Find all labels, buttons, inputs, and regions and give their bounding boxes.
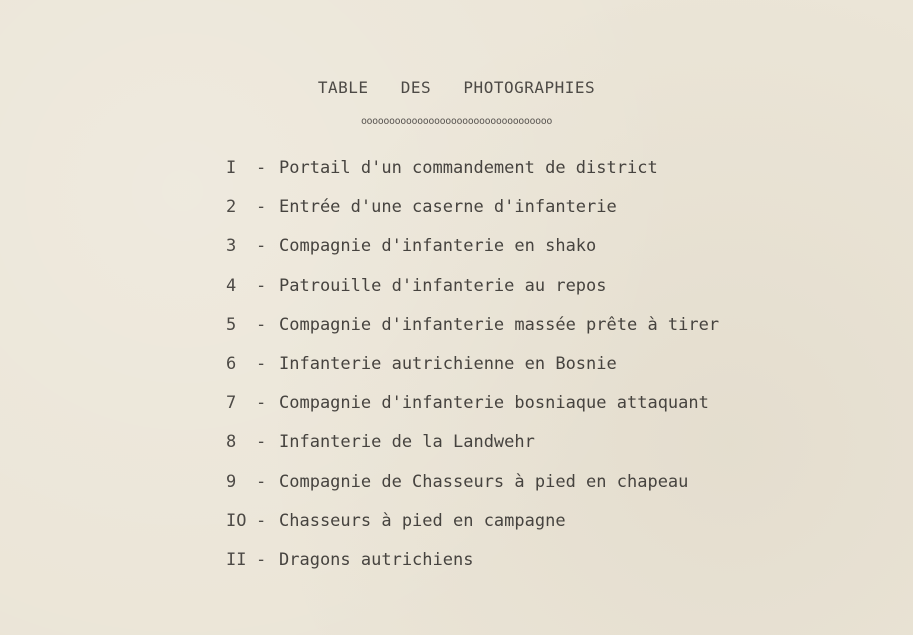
entry-text: Chasseurs à pied en campagne: [279, 510, 566, 531]
entry-dash: -: [256, 158, 267, 178]
entry-text: Dragons autrichiens: [279, 549, 474, 570]
list-item: [0, 468, 913, 507]
entry-dash: -: [256, 432, 267, 453]
entry-text: Compagnie d'infanterie en shako: [279, 236, 597, 257]
entry-dash: -: [256, 549, 267, 570]
entry-dash: -: [256, 393, 267, 414]
page-title: TABLE DES PHOTOGRAPHIES: [317, 78, 596, 97]
entry-number: 2: [226, 197, 237, 218]
list-item: [0, 350, 913, 389]
entry-dash: -: [256, 236, 267, 257]
entry-text: Compagnie d'infanterie bosniaque attaquant: [279, 393, 709, 414]
entry-dash: -: [256, 471, 267, 492]
entry-text: Infanterie de la Landwehr: [279, 432, 535, 453]
entry-number: 5: [226, 314, 237, 335]
list-item: [0, 193, 913, 232]
entry-number: 9: [226, 471, 237, 492]
entry-number: 6: [226, 353, 237, 374]
photo-list: [0, 154, 913, 585]
entry-text: Portail d'un commandement de district: [279, 158, 658, 178]
entry-text: Infanterie autrichienne en Bosnie: [279, 353, 617, 374]
entry-text: Compagnie d'infanterie massée prête à tirer: [279, 314, 720, 335]
entry-dash: -: [256, 275, 267, 296]
list-item: [0, 272, 913, 311]
list-item: [0, 389, 913, 428]
entry-dash: -: [256, 314, 267, 335]
entry-number: II: [226, 549, 247, 570]
entry-dash: -: [256, 197, 267, 218]
list-item: [0, 546, 913, 585]
entry-text: Compagnie de Chasseurs à pied en chapeau: [279, 471, 689, 492]
entry-number: 3: [226, 236, 237, 257]
entry-number: IO: [226, 510, 247, 531]
entry-number: 8: [226, 432, 237, 453]
list-item: [0, 154, 913, 193]
list-item: [0, 232, 913, 271]
decorative-divider: oooooooooooooooooooooooooooooooooo: [360, 116, 553, 127]
entry-number: 4: [226, 275, 237, 296]
entry-text: Patrouille d'infanterie au repos: [279, 275, 607, 296]
entry-text: Entrée d'une caserne d'infanterie: [279, 197, 617, 218]
list-item: [0, 507, 913, 546]
entry-number: I: [226, 158, 237, 178]
list-item: [0, 428, 913, 467]
entry-dash: -: [256, 510, 267, 531]
list-item: [0, 311, 913, 350]
entry-dash: -: [256, 353, 267, 374]
entry-number: 7: [226, 393, 237, 414]
